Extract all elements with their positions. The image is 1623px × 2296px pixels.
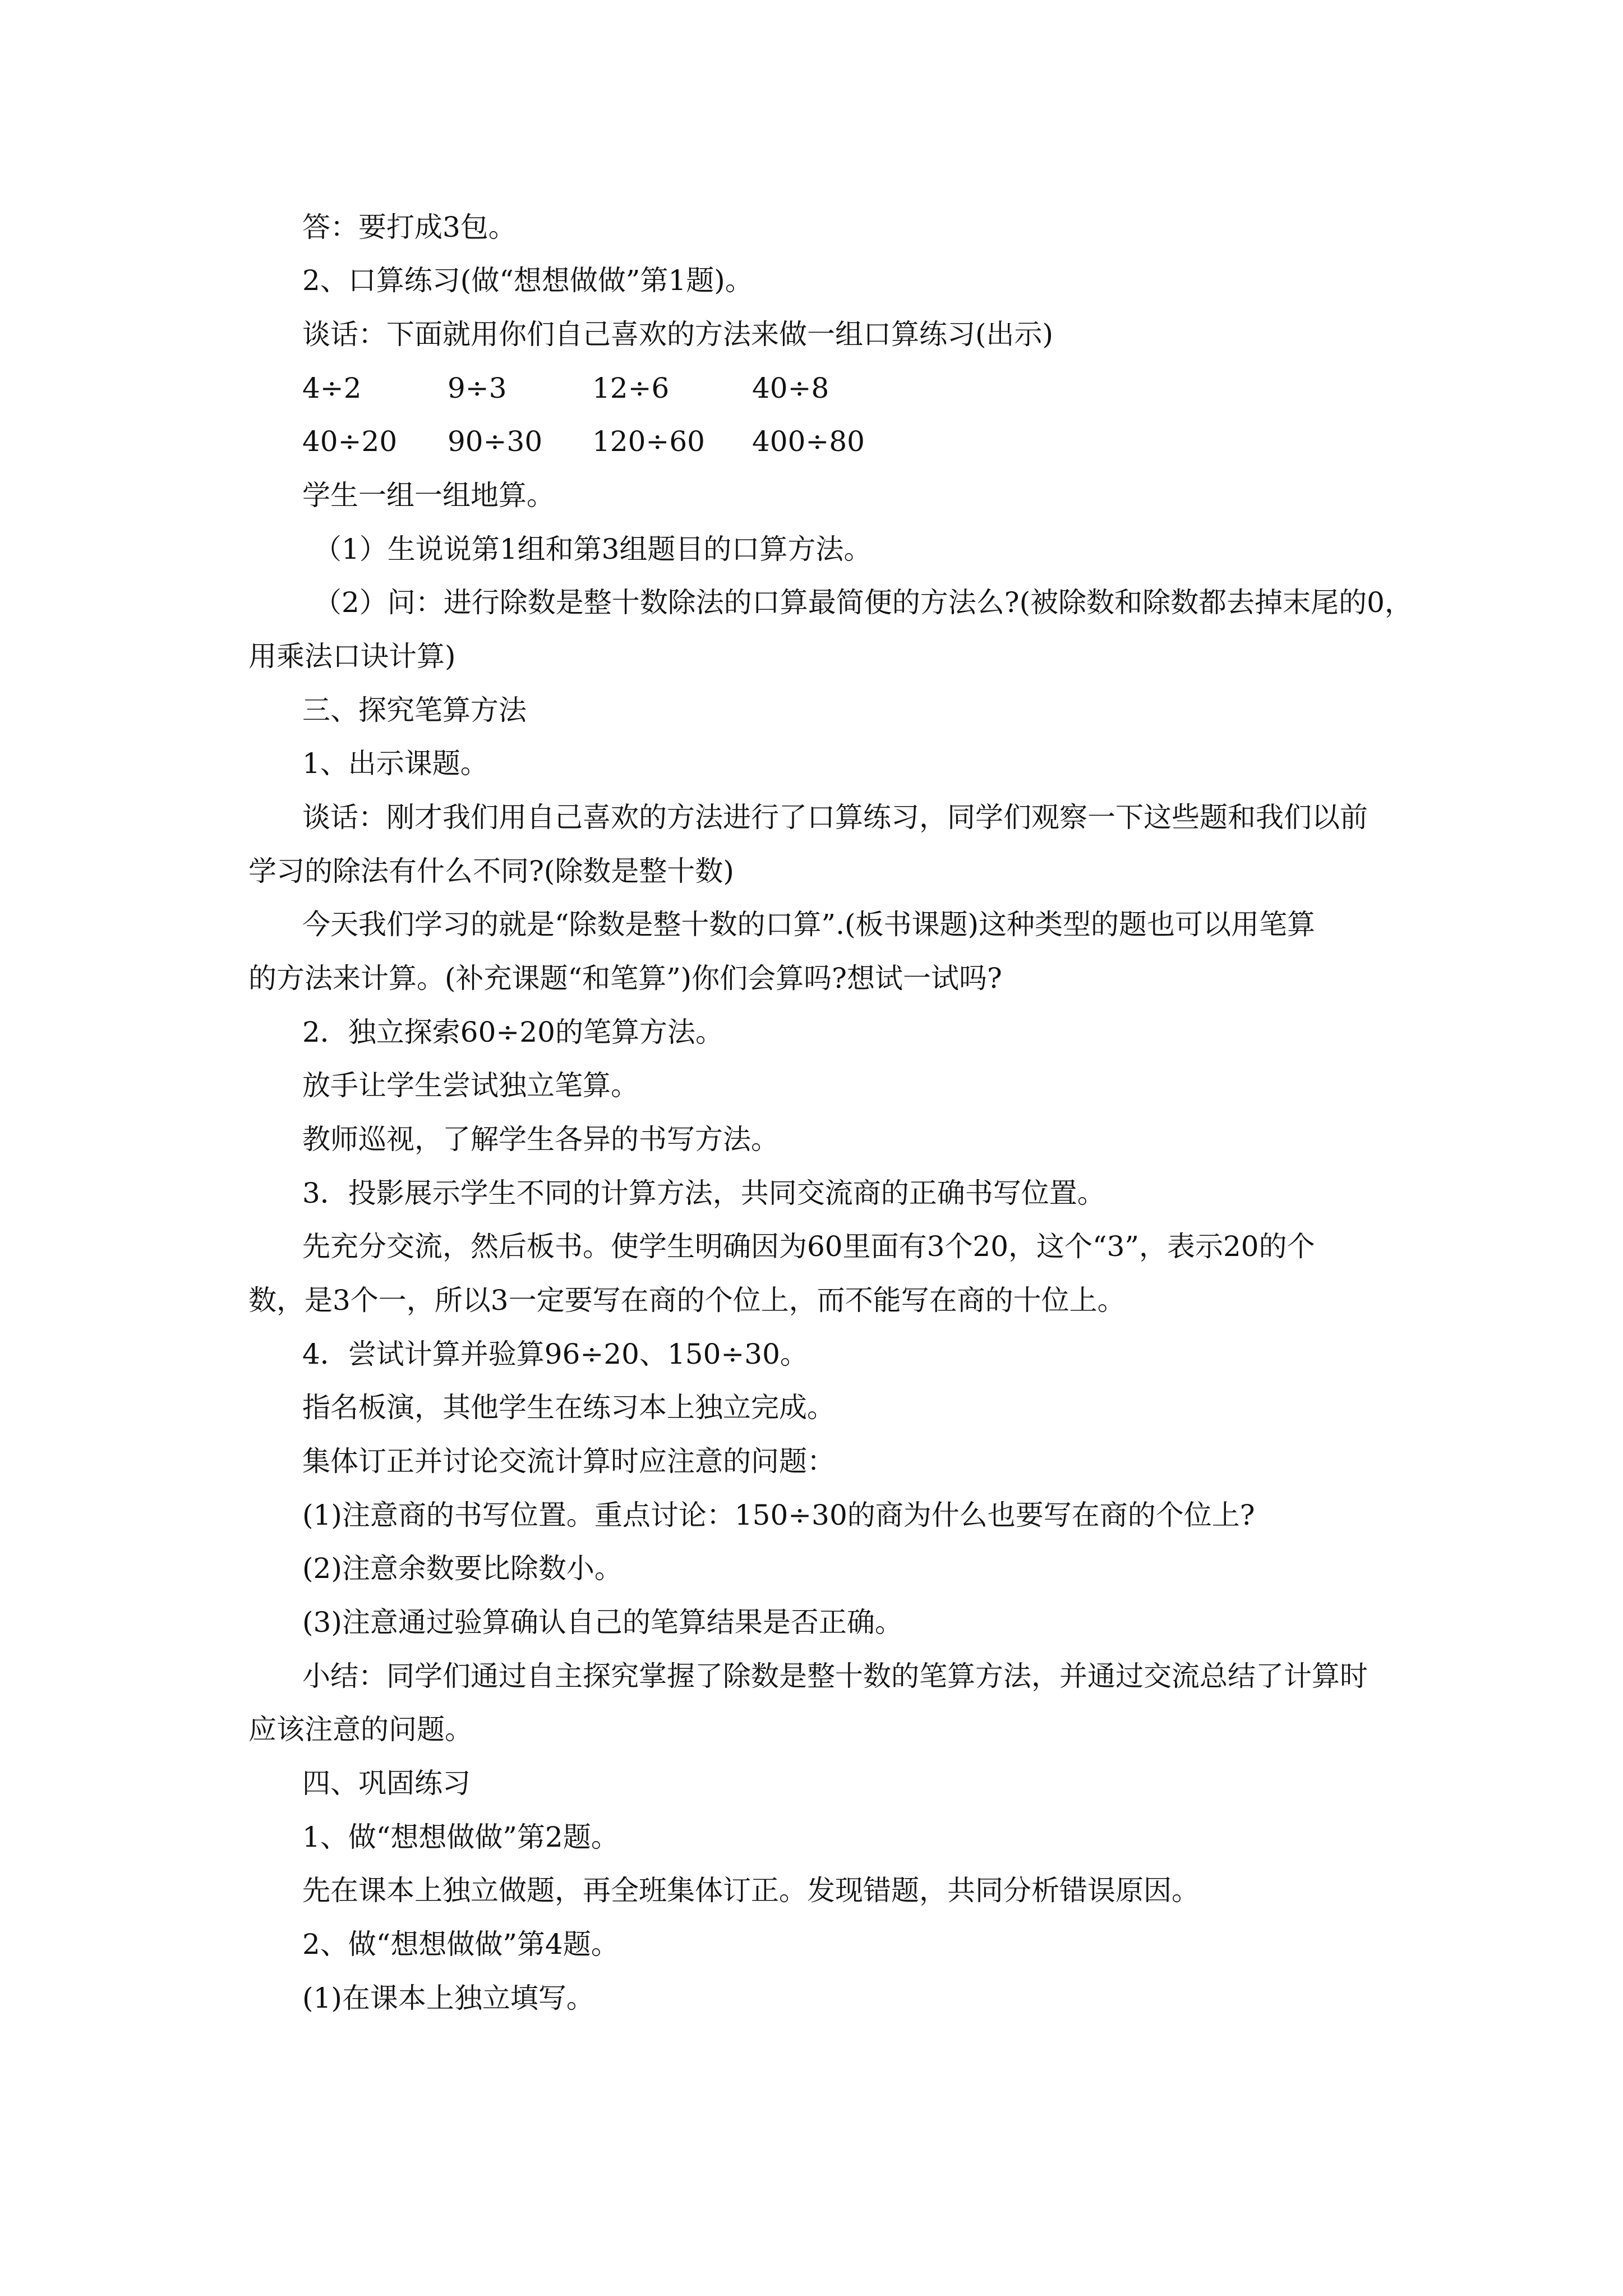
paragraph: 放手让学生尝试独立笔算。 [302,1069,639,1102]
calc-item: 12÷6 [592,372,670,404]
step-heading: 2、做“想想做做”第4题。 [302,1928,619,1961]
numbered-item: (1)在课本上独立填写。 [302,1982,594,2014]
paragraph-continuation: 应该注意的问题。 [248,1713,473,1746]
step-heading: 1、出示课题。 [302,747,488,780]
paragraph-continuation: 学习的除法有什么不同?(除数是整十数) [248,855,734,887]
calc-item: 40÷8 [752,372,829,404]
numbered-item: (2)注意余数要比除数小。 [302,1552,623,1585]
numbered-item: （1）生说说第1组和第3组题目的口算方法。 [313,533,872,565]
calc-item: 40÷20 [302,425,398,458]
paragraph: 谈话：刚才我们用自己喜欢的方法进行了口算练习，同学们观察一下这些题和我们以前 [302,801,1368,834]
calc-item: 4÷2 [302,372,362,404]
paragraph-continuation: 用乘法口诀计算) [248,640,456,673]
paragraph: 今天我们学习的就是“除数是整十数的口算”.(板书课题)这种类型的题也可以用笔算 [302,908,1316,941]
paragraph: 教师巡视，了解学生各异的书写方法。 [302,1123,779,1156]
paragraph: 先在课本上独立做题，再全班集体订正。发现错题，共同分析错误原因。 [302,1874,1200,1907]
paragraph: 集体订正并讨论交流计算时应注意的问题： [302,1445,835,1478]
calc-item: 120÷60 [592,425,705,458]
paragraph: 先充分交流，然后板书。使学生明确因为60里面有3个20，这个“3”，表示20的个 [302,1230,1315,1263]
step-heading: 4．尝试计算并验算96÷20、150÷30。 [302,1338,808,1370]
step-heading: 2．独立探索60÷20的笔算方法。 [302,1016,723,1048]
answer-line: 答：要打成3包。 [302,211,517,243]
numbered-item: (1)注意商的书写位置。重点讨论：150÷30的商为什么也要写在商的个位上? [302,1499,1255,1531]
numbered-item: (3)注意通过验算确认自己的笔算结果是否正确。 [302,1606,903,1639]
section-heading: 三、探究笔算方法 [302,694,527,726]
calc-item: 9÷3 [448,372,507,404]
paragraph: 小结：同学们通过自主探究掌握了除数是整十数的笔算方法，并通过交流总结了计算时 [302,1660,1368,1692]
oral-practice-heading: 2、口算练习(做“想想做做”第1题)。 [302,264,753,297]
calc-item: 90÷30 [448,425,543,458]
paragraph-continuation: 的方法来计算。(补充课题“和笔算”)你们会算吗?想试一试吗? [248,962,1002,995]
section-heading: 四、巩固练习 [302,1767,471,1800]
numbered-item: （2）问：进行除数是整十数除法的口算最简便的方法么?(被除数和除数都去掉末尾的0， [313,586,1413,619]
paragraph-continuation: 数，是3个一，所以3一定要写在商的个位上，而不能写在商的十位上。 [248,1284,1126,1317]
step-heading: 1、做“想想做做”第2题。 [302,1821,619,1853]
paragraph: 指名板演，其他学生在练习本上独立完成。 [302,1391,835,1424]
talk-paragraph: 谈话：下面就用你们自己喜欢的方法来做一组口算练习(出示) [302,318,1054,351]
calc-item: 400÷80 [752,425,865,458]
step-heading: 3．投影展示学生不同的计算方法，共同交流商的正确书写位置。 [302,1177,1105,1209]
paragraph: 学生一组一组地算。 [302,479,555,512]
